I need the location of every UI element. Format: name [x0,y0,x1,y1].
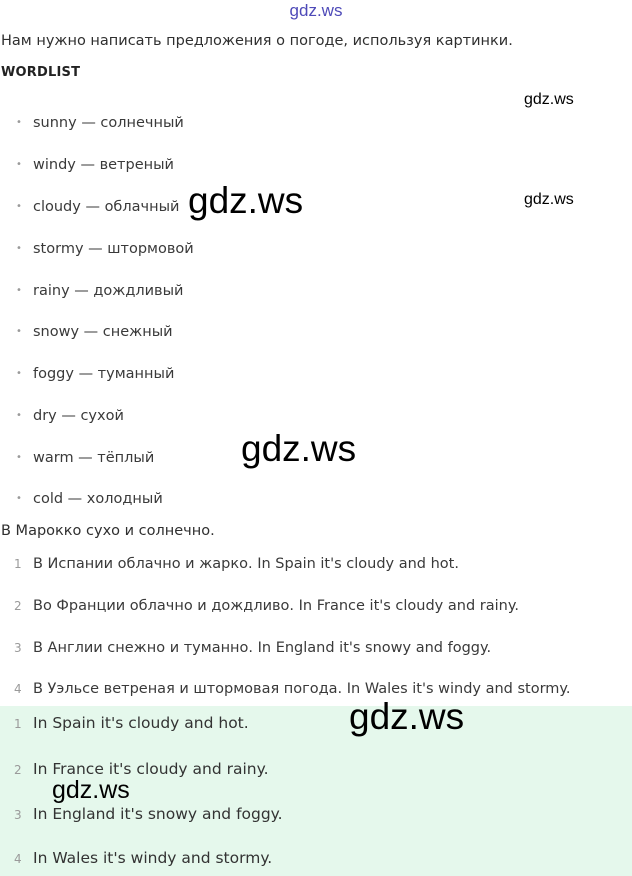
watermark: gdz.ws [524,91,574,108]
answer-item: 1 In Spain it's cloudy and hot. [14,714,249,732]
bullet-icon: • [16,368,22,379]
list-item: • stormy — штормовой [16,241,194,257]
bullet-icon: • [16,243,22,254]
list-item: • windy — ветреный [16,157,174,173]
bullet-icon: • [16,326,22,337]
sentence-item: 1 В Испании облачно и жарко. In Spain it's cloudy and hot. [14,556,459,572]
list-item: • rainy — дождливый [16,283,184,299]
intro-text: Нам нужно написать предложения о погоде, используя картинки. [1,33,513,49]
sentence-item: 2 Во Франции облачно и дождливо. In France it's cloudy and rainy. [14,598,519,614]
sentence-item: 4 В Уэльсе ветреная и штормовая погода. In Wales it's windy and stormy. [14,681,571,697]
watermark: gdz.ws [524,191,574,208]
top-watermark: gdz.ws [289,1,343,20]
sentence-item: 3 В Англии снежно и туманно. In England it's snowy and foggy. [14,640,492,656]
bullet-icon: • [16,410,22,421]
list-item: • foggy — туманный [16,366,175,382]
list-item: • dry — сухой [16,408,124,424]
list-item: • cloudy — облачный [16,199,180,215]
bullet-icon: • [16,117,22,128]
list-item: • warm — тёплый [16,450,155,466]
wordlist-heading: WORDLIST [1,65,81,80]
watermark: gdz.ws [52,776,130,804]
bullet-icon: • [16,452,22,463]
watermark: gdz.ws [188,180,304,221]
example-sentence: В Марокко сухо и солнечно. [1,523,215,539]
watermark: gdz.ws [349,696,465,737]
answer-item: 2 In France it's cloudy and rainy. [14,760,269,778]
bullet-icon: • [16,201,22,212]
list-item: • sunny — солнечный [16,115,184,131]
list-item: • cold — холодный [16,491,163,507]
watermark: gdz.ws [241,428,357,469]
answer-item: 4 In Wales it's windy and stormy. [14,849,273,867]
bullet-icon: • [16,159,22,170]
bullet-icon: • [16,493,22,504]
list-item: • snowy — снежный [16,324,173,340]
bullet-icon: • [16,285,22,296]
answer-item: 3 In England it's snowy and foggy. [14,805,283,823]
